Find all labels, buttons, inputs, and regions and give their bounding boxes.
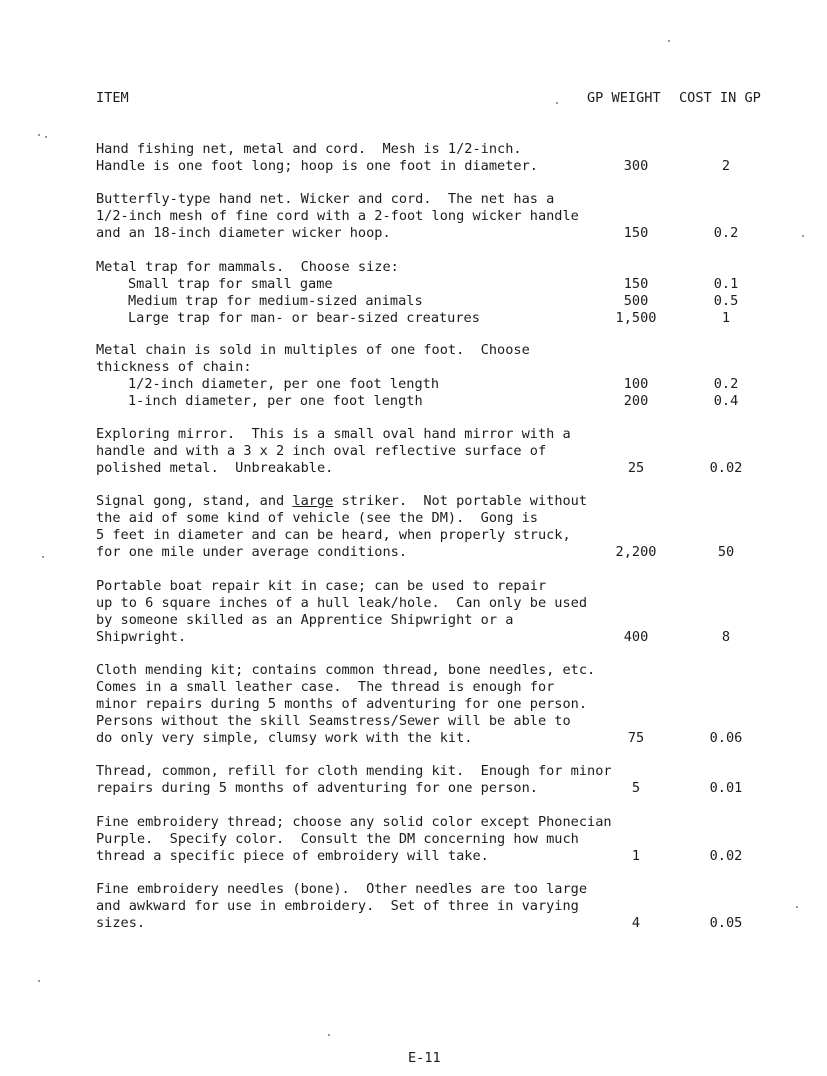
cost-in-gp-value: 0.05	[709, 915, 743, 931]
item-description-line	[96, 259, 786, 276]
item-text: Purple. Specify color. Consult the DM concerning how much	[96, 831, 579, 847]
item-description-line	[96, 915, 786, 932]
item-description-line	[96, 814, 786, 831]
item-text: the aid of some kind of vehicle (see the DM). Gong is	[96, 510, 538, 526]
gp-weight-value: 2,200	[615, 544, 657, 560]
item-text: handle and with a 3 x 2 inch oval reflective surface of	[96, 443, 547, 459]
item-text: Metal trap for mammals. Choose size:	[96, 259, 399, 275]
item-description-line	[96, 713, 786, 730]
list-item	[96, 881, 786, 932]
cost-in-gp-value: 50	[717, 544, 735, 560]
list-item	[96, 763, 786, 797]
item-description-line	[96, 310, 786, 327]
item-text: for one mile under average conditions.	[96, 544, 407, 560]
item-description-line	[96, 443, 786, 460]
item-description-line	[96, 881, 786, 898]
item-text: repairs during 5 months of adventuring for one person.	[96, 780, 538, 796]
item-description-line	[96, 293, 786, 310]
item-description-line	[96, 612, 786, 629]
item-text: Signal gong, stand, and large striker. Not portable without	[96, 493, 588, 509]
item-description-line	[96, 359, 786, 376]
gp-weight-value: 75	[627, 730, 645, 746]
list-item	[96, 578, 786, 646]
cost-in-gp-value: 0.2	[713, 376, 739, 392]
item-text: thread a specific piece of embroidery will take.	[96, 848, 489, 864]
item-description-line	[96, 460, 786, 477]
item-description-line	[96, 578, 786, 595]
cost-in-gp-value: 0.1	[713, 276, 739, 292]
item-text: and awkward for use in embroidery. Set of three in varying	[96, 898, 579, 914]
scan-speck	[668, 40, 670, 42]
item-text: Butterfly-type hand net. Wicker and cord. The net has a	[96, 191, 555, 207]
item-description-line	[96, 848, 786, 865]
list-item	[96, 342, 786, 410]
gp-weight-value: 150	[623, 276, 649, 292]
gp-weight-value: 1,500	[615, 310, 657, 326]
list-item	[96, 141, 786, 175]
item-text: 1/2-inch mesh of fine cord with a 2-foot long wicker handle	[96, 208, 579, 224]
cost-in-gp-value: 0.2	[713, 225, 739, 241]
item-description-line	[96, 696, 786, 713]
item-description-line	[96, 208, 786, 225]
item-text: Thread, common, refill for cloth mending kit. Enough for minor	[96, 763, 612, 779]
header-cost-in-gp: COST IN GP	[679, 90, 761, 106]
scan-speck	[42, 556, 44, 558]
scan-speck	[796, 906, 798, 908]
cost-in-gp-value: 8	[721, 629, 731, 645]
item-description-line	[96, 191, 786, 208]
cost-in-gp-value: 0.06	[709, 730, 743, 746]
item-description-line	[96, 493, 786, 510]
list-item	[96, 662, 786, 747]
page-number: E-11	[408, 1050, 441, 1066]
gp-weight-value: 150	[623, 225, 649, 241]
scan-speck	[45, 136, 47, 138]
gp-weight-value: 400	[623, 629, 649, 645]
item-description-line	[96, 527, 786, 544]
item-description-line	[96, 225, 786, 242]
list-item	[96, 259, 786, 327]
gp-weight-value: 5	[631, 780, 641, 796]
item-text: Medium trap for medium-sized animals	[128, 293, 423, 309]
item-description-line	[96, 780, 786, 797]
item-description-line	[96, 158, 786, 175]
item-text: 1-inch diameter, per one foot length	[128, 393, 423, 409]
item-text: Comes in a small leather case. The thread is enough for	[96, 679, 555, 695]
item-description-line	[96, 393, 786, 410]
item-description-line	[96, 276, 786, 293]
header-gp-weight: GP WEIGHT	[587, 90, 661, 106]
list-item	[96, 814, 786, 865]
item-text: 1/2-inch diameter, per one foot length	[128, 376, 439, 392]
item-text: Hand fishing net, metal and cord. Mesh is 1/2-inch.	[96, 141, 522, 157]
gp-weight-value: 300	[623, 158, 649, 174]
item-text: by someone skilled as an Apprentice Shipwright or a	[96, 612, 514, 628]
list-item	[96, 426, 786, 477]
item-text: Metal chain is sold in multiples of one foot. Choose	[96, 342, 530, 358]
item-text: Fine embroidery thread; choose any solid color except Phonecian	[96, 814, 612, 830]
cost-in-gp-value: 0.02	[709, 848, 743, 864]
gp-weight-value: 200	[623, 393, 649, 409]
item-text: Persons without the skill Seamstress/Sewer will be able to	[96, 713, 571, 729]
item-text: polished metal. Unbreakable.	[96, 460, 334, 476]
item-text: sizes.	[96, 915, 146, 931]
item-description-line	[96, 730, 786, 747]
item-description-line	[96, 831, 786, 848]
cost-in-gp-value: 0.01	[709, 780, 743, 796]
item-text: Cloth mending kit; contains common thread, bone needles, etc.	[96, 662, 596, 678]
cost-in-gp-value: 0.4	[713, 393, 739, 409]
list-item	[96, 191, 786, 242]
cost-in-gp-value: 2	[721, 158, 731, 174]
header-item: ITEM	[96, 90, 129, 106]
item-description-line	[96, 544, 786, 561]
item-text: Large trap for man- or bear-sized creatures	[128, 310, 480, 326]
item-text: Shipwright.	[96, 629, 187, 645]
table-header	[96, 90, 776, 108]
item-text: Handle is one foot long; hoop is one foot in diameter.	[96, 158, 538, 174]
item-text: do only very simple, clumsy work with the kit.	[96, 730, 473, 746]
gp-weight-value: 100	[623, 376, 649, 392]
item-text: Exploring mirror. This is a small oval hand mirror with a	[96, 426, 571, 442]
item-text: up to 6 square inches of a hull leak/hole. Can only be used	[96, 595, 588, 611]
item-description-line	[96, 141, 786, 158]
item-description-line	[96, 629, 786, 646]
item-text: and an 18-inch diameter wicker hoop.	[96, 225, 391, 241]
item-text: Fine embroidery needles (bone). Other needles are too large	[96, 881, 588, 897]
item-description-line	[96, 426, 786, 443]
item-description-line	[96, 595, 786, 612]
item-text: thickness of chain:	[96, 359, 252, 375]
item-text: Portable boat repair kit in case; can be used to repair	[96, 578, 547, 594]
cost-in-gp-value: 1	[721, 310, 731, 326]
item-description-line	[96, 376, 786, 393]
item-text: 5 feet in diameter and can be heard, when properly struck,	[96, 527, 571, 543]
scan-speck	[328, 1034, 330, 1036]
item-description-line	[96, 342, 786, 359]
item-description-line	[96, 662, 786, 679]
scan-speck	[556, 102, 558, 104]
cost-in-gp-value: 0.02	[709, 460, 743, 476]
item-description-line	[96, 679, 786, 696]
scan-speck	[802, 235, 804, 237]
item-description-line	[96, 510, 786, 527]
scan-speck	[38, 134, 40, 136]
item-description-line	[96, 898, 786, 915]
item-description-line	[96, 763, 786, 780]
gp-weight-value: 1	[631, 848, 641, 864]
gp-weight-value: 4	[631, 915, 641, 931]
gp-weight-value: 25	[627, 460, 645, 476]
item-text: minor repairs during 5 months of adventuring for one person.	[96, 696, 588, 712]
list-item	[96, 493, 786, 561]
item-text: Small trap for small game	[128, 276, 333, 292]
scan-speck	[38, 980, 40, 982]
cost-in-gp-value: 0.5	[713, 293, 739, 309]
gp-weight-value: 500	[623, 293, 649, 309]
